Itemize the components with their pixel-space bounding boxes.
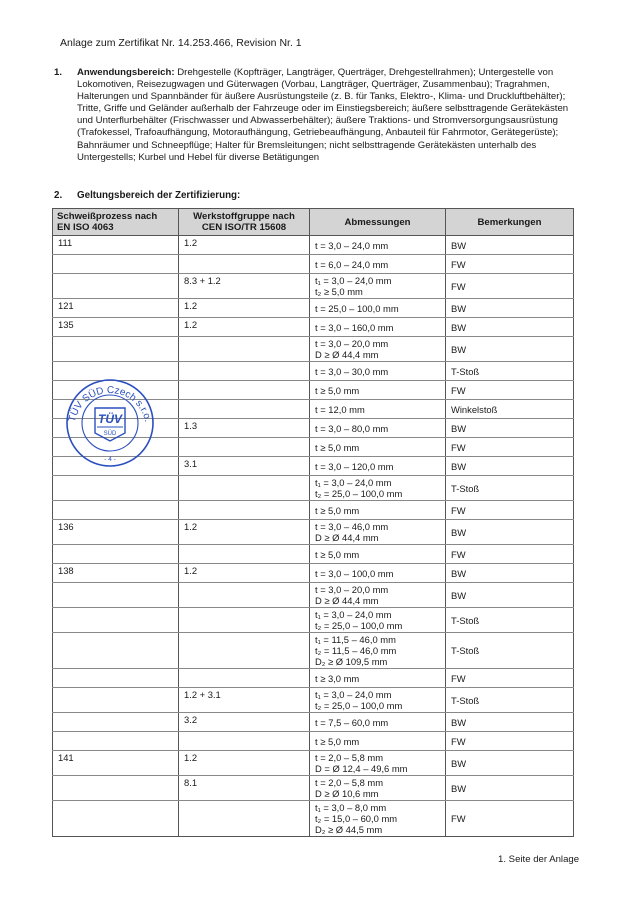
table-row [53, 713, 574, 732]
cell-process: 111 [53, 236, 179, 255]
cell-remark: T-Stoß [446, 362, 574, 381]
cell-remark: BW [446, 776, 574, 801]
table-row [53, 608, 574, 633]
cell-remark: FW [446, 381, 574, 400]
cell-dimensions [310, 255, 446, 274]
cell-remark: FW [446, 545, 574, 564]
stamp-logo-bottom: SÜD [103, 431, 117, 437]
dimension-line: t = 3,0 – 20,0 mm [315, 584, 389, 595]
cell-dimensions [310, 688, 446, 713]
dimension-line: t ≥ 5,0 mm [315, 735, 360, 747]
dimension-line: D₂ ≥ Ø 109,5 mm [315, 656, 388, 667]
table-row [53, 583, 574, 608]
dimension-line: t₂ = 25,0 – 100,0 mm [315, 700, 403, 711]
cell-remark: Winkelstoß [446, 400, 574, 419]
header-remarks: Bemerkungen [446, 209, 574, 236]
cell-dimensions [310, 713, 446, 732]
cell-dimensions [310, 501, 446, 520]
table-row [53, 776, 574, 801]
table-row [53, 236, 574, 255]
cell-dimensions [310, 419, 446, 438]
cell-dimensions [310, 274, 446, 299]
dimension-line: t₁ = 3,0 – 8,0 mm [315, 802, 387, 813]
dimension-line: t ≥ 5,0 mm [315, 548, 360, 560]
cell-material [179, 633, 310, 669]
table-row [53, 274, 574, 299]
cell-remark: FW [446, 438, 574, 457]
dimension-line: t = 3,0 – 80,0 mm [315, 422, 389, 434]
cell-material [179, 583, 310, 608]
cell-remark: FW [446, 501, 574, 520]
dimension-line: t = 3,0 – 100,0 mm [315, 567, 394, 579]
cell-dimensions [310, 457, 446, 476]
dimension-line: t = 2,0 – 5,8 mm [315, 752, 384, 763]
cell-remark: FW [446, 255, 574, 274]
cell-dimensions [310, 299, 446, 318]
dimension-line: D₂ ≥ Ø 44,5 mm [315, 824, 383, 835]
table-row [53, 545, 574, 564]
dimension-line: t = 6,0 – 24,0 mm [315, 258, 389, 270]
cell-dimensions [310, 608, 446, 633]
dimension-line: t = 12,0 mm [315, 403, 365, 415]
cell-process [53, 501, 179, 520]
cell-material [179, 669, 310, 688]
cell-dimensions [310, 801, 446, 837]
cell-dimensions [310, 318, 446, 337]
cell-process [53, 337, 179, 362]
cell-process: 138 [53, 564, 179, 583]
cell-remark: BW [446, 236, 574, 255]
dimension-line: t ≥ 3,0 mm [315, 672, 360, 684]
cell-remark: FW [446, 801, 574, 837]
cell-material: 3.2 [179, 713, 310, 732]
cell-remark: FW [446, 274, 574, 299]
dimension-line: t = 7,5 – 60,0 mm [315, 716, 389, 728]
certification-table [52, 208, 574, 837]
dimension-line: t₁ = 3,0 – 24,0 mm [315, 609, 392, 620]
cell-remark: BW [446, 564, 574, 583]
cell-process [53, 688, 179, 713]
cell-dimensions [310, 381, 446, 400]
cell-material: 1.2 [179, 564, 310, 583]
cell-dimensions [310, 520, 446, 545]
cell-material [179, 362, 310, 381]
dimension-line: D ≥ Ø 44,4 mm [315, 532, 379, 543]
dimension-line: D = Ø 12,4 – 49,6 mm [315, 763, 408, 774]
cell-remark: FW [446, 732, 574, 751]
table-row [53, 564, 574, 583]
cell-material [179, 255, 310, 274]
cell-material: 1.2 [179, 318, 310, 337]
dimension-line: t = 3,0 – 20,0 mm [315, 338, 389, 349]
cell-remark: BW [446, 713, 574, 732]
cell-remark: BW [446, 583, 574, 608]
cell-material: 1.2 + 3.1 [179, 688, 310, 713]
cell-material [179, 801, 310, 837]
cell-process [53, 476, 179, 501]
dimension-line: t = 3,0 – 24,0 mm [315, 239, 389, 251]
cell-dimensions [310, 438, 446, 457]
cell-remark: T-Stoß [446, 608, 574, 633]
tuv-stamp [58, 377, 162, 467]
cell-process [53, 545, 179, 564]
section-title: Geltungsbereich der Zertifizierung: [77, 190, 241, 201]
table-row [53, 751, 574, 776]
cell-remark: BW [446, 337, 574, 362]
dimension-line: t = 3,0 – 160,0 mm [315, 321, 394, 333]
table-row [53, 476, 574, 501]
table-row [53, 520, 574, 545]
dimension-line: t ≥ 5,0 mm [315, 384, 360, 396]
cell-material: 1.2 [179, 236, 310, 255]
cell-dimensions [310, 545, 446, 564]
table-row [53, 318, 574, 337]
cell-process [53, 583, 179, 608]
table-row [53, 801, 574, 837]
section-number: 1. [54, 67, 63, 78]
header-material: Werkstoffgruppe nach CEN ISO/TR 15608 [179, 209, 310, 236]
cell-material: 8.1 [179, 776, 310, 801]
cell-remark: BW [446, 318, 574, 337]
header-dimensions: Abmessungen [310, 209, 446, 236]
table-row [53, 732, 574, 751]
section-certification-scope [54, 190, 240, 201]
dimension-line: D ≥ Ø 44,4 mm [315, 595, 379, 606]
cell-material [179, 608, 310, 633]
dimension-line: t = 3,0 – 46,0 mm [315, 521, 389, 532]
cell-dimensions [310, 564, 446, 583]
cell-material [179, 438, 310, 457]
cell-remark: T-Stoß [446, 688, 574, 713]
cell-remark: T-Stoß [446, 476, 574, 501]
table-row [53, 688, 574, 713]
page-header: Anlage zum Zertifikat Nr. 14.253.466, Revision Nr. 1 [60, 37, 302, 49]
section-scope [54, 67, 574, 164]
table-row [53, 669, 574, 688]
cell-process [53, 713, 179, 732]
cell-material: 1.3 [179, 419, 310, 438]
section-text: Drehgestelle (Kopfträger, Langträger, Querträger, Drehgestellrahmen); Untergestelle von Lokomotiven, Reisezugwagen und Güterwagen (Vorbau, Langträger, Querträger, Zusammenbau); Tragrahmen, Halterungen und Spannbänder für äußere Ausrüstungsteile (z. B. für Tanks, Elektro-, Klima- und Druckluftbehälter); Tritte, Griffe und Geländer außerhalb der Fahrzeuge oder im Einstiegsbereich; äußere selbsttragende Gerätekästen und Unterflurbehälter (Frischwasser und Abwasserbehälter); äußere Traktions- und Stromversorgungsausrüstung (Trafokessel, Trafoaufhängung, Motoraufhängung, Getriebeaufhängung, Anbauteil für Fahrmotor, Gerätegerüste); Bahnräumer und Schneepflüge; Halter für Bremsleitungen; nicht selbsttragende Gerätekästen unterhalb des Untergestells; Kurbel und Hebel für diverse Betätigungen [77, 67, 569, 163]
cell-material [179, 381, 310, 400]
cell-process: 136 [53, 520, 179, 545]
section-body [77, 67, 574, 164]
cell-dimensions [310, 236, 446, 255]
table-row [53, 255, 574, 274]
table-row [53, 501, 574, 520]
dimension-line: t₂ = 11,5 – 46,0 mm [315, 645, 397, 656]
cell-process [53, 732, 179, 751]
dimension-line: D ≥ Ø 10,6 mm [315, 788, 379, 799]
cell-dimensions [310, 669, 446, 688]
cell-remark: BW [446, 751, 574, 776]
cell-process [53, 801, 179, 837]
cell-material: 8.3 + 1.2 [179, 274, 310, 299]
cell-material: 1.2 [179, 299, 310, 318]
section-title: Anwendungsbereich: [77, 67, 175, 78]
cell-material [179, 476, 310, 501]
cell-dimensions [310, 776, 446, 801]
cell-process [53, 633, 179, 669]
cell-process [53, 608, 179, 633]
table-header-row [53, 209, 574, 236]
cell-process: 141 [53, 751, 179, 776]
stamp-ring-text: TÜV SÜD Czech s.r.o. [66, 384, 154, 424]
page-footer: 1. Seite der Anlage [498, 854, 580, 865]
stamp-number: - 4 - [104, 456, 116, 463]
cell-process [53, 255, 179, 274]
dimension-line: t₂ = 25,0 – 100,0 mm [315, 620, 403, 631]
dimension-line: t₂ = 15,0 – 60,0 mm [315, 813, 398, 824]
dimension-line: t₂ ≥ 5,0 mm [315, 286, 363, 297]
cell-process [53, 274, 179, 299]
dimension-line: t = 2,0 – 5,8 mm [315, 777, 384, 788]
section-number: 2. [54, 190, 63, 201]
cell-dimensions [310, 362, 446, 381]
dimension-line: t₁ = 3,0 – 24,0 mm [315, 689, 392, 700]
cell-dimensions [310, 337, 446, 362]
cell-material [179, 501, 310, 520]
cell-process: 135 [53, 318, 179, 337]
cell-material [179, 732, 310, 751]
cell-process [53, 669, 179, 688]
cell-material: 1.2 [179, 520, 310, 545]
cell-dimensions [310, 751, 446, 776]
dimension-line: D ≥ Ø 44,4 mm [315, 349, 379, 360]
cell-remark: BW [446, 419, 574, 438]
cell-material: 3.1 [179, 457, 310, 476]
dimension-line: t = 3,0 – 30,0 mm [315, 365, 389, 377]
cell-dimensions [310, 732, 446, 751]
dimension-line: t₁ = 11,5 – 46,0 mm [315, 634, 396, 645]
cell-material [179, 545, 310, 564]
cell-remark: BW [446, 520, 574, 545]
cell-dimensions [310, 476, 446, 501]
dimension-line: t ≥ 5,0 mm [315, 441, 360, 453]
cell-process: 121 [53, 299, 179, 318]
tuv-logo-icon [95, 408, 125, 441]
cell-material: 1.2 [179, 751, 310, 776]
dimension-line: t₂ = 25,0 – 100,0 mm [315, 488, 403, 499]
cell-dimensions [310, 633, 446, 669]
cell-dimensions [310, 400, 446, 419]
cell-process [53, 776, 179, 801]
dimension-line: t₁ = 3,0 – 24,0 mm [315, 275, 392, 286]
table-row [53, 633, 574, 669]
stamp-logo-top: TÜV [98, 412, 122, 426]
cell-remark: T-Stoß [446, 633, 574, 669]
cell-material [179, 337, 310, 362]
cell-remark: BW [446, 457, 574, 476]
dimension-line: t = 3,0 – 120,0 mm [315, 460, 394, 472]
dimension-line: t₁ = 3,0 – 24,0 mm [315, 477, 392, 488]
dimension-line: t = 25,0 – 100,0 mm [315, 302, 399, 314]
table-row [53, 337, 574, 362]
cell-dimensions [310, 583, 446, 608]
cell-remark: BW [446, 299, 574, 318]
cell-remark: FW [446, 669, 574, 688]
header-process: Schweißprozess nach EN ISO 4063 [53, 209, 179, 236]
cell-material [179, 400, 310, 419]
dimension-line: t ≥ 5,0 mm [315, 504, 360, 516]
table-row [53, 299, 574, 318]
